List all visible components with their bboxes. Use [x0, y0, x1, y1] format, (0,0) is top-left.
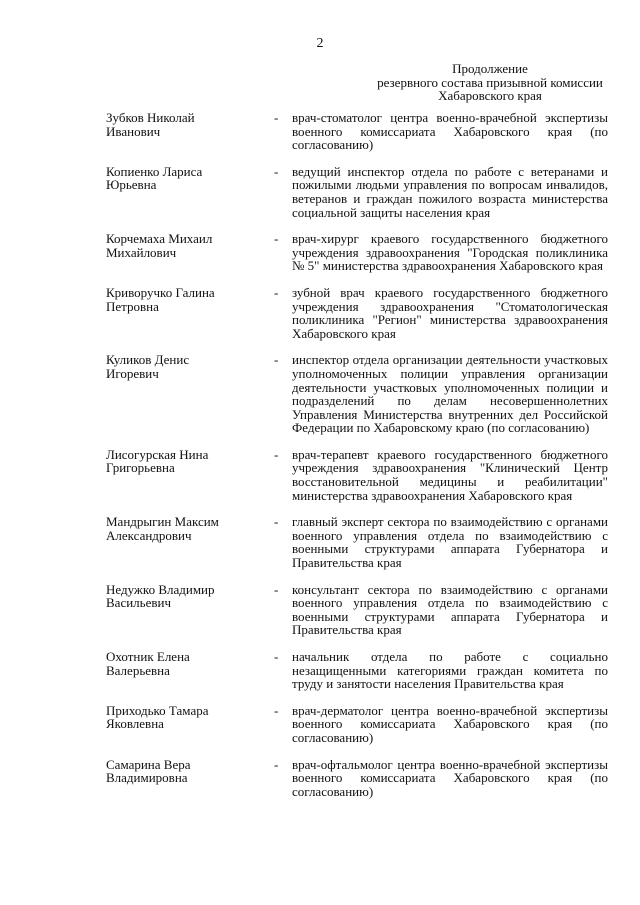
dash-separator: -: [274, 446, 279, 462]
dash-separator: -: [274, 231, 279, 247]
member-position: врач-офтальмолог центра военно-врачебной экспертизы военного комиссариата Хабаровского края (по согласованию): [292, 756, 608, 799]
member-name: Самарина Вера Владимировна: [106, 756, 191, 786]
member-position: ведущий инспектор отдела по работе с ветеранами и пожилыми людьми управления по вопросам инвалидов, ветеранов и граждан пожилого возраста министерства социальной защиты населения края: [292, 163, 608, 220]
dash-separator: -: [274, 352, 279, 368]
dash-separator: -: [274, 702, 279, 718]
dash-separator: -: [274, 514, 279, 530]
member-name: Приходько Тамара Яковлевна: [106, 702, 209, 732]
member-position: зубной врач краевого государственного бюджетного учреждения здравоохранения "Стоматологическая поликлиника "Регион" министерства здравоохранения Хабаровского края: [292, 284, 608, 341]
member-name: Копиенко Лариса Юрьевна: [106, 163, 203, 193]
list-item: [106, 286, 608, 340]
list-item: [106, 353, 608, 435]
member-position: инспектор отдела организации деятельности участковых уполномоченных полиции управления организации деятельности участковых уполномоченных полиции и подразделений по делам несовершеннолетних Управления Министерства внутренних дел Российской Федерации по Хабаровскому краю (по согласованию): [292, 352, 608, 436]
list-item: [106, 583, 608, 637]
list-item: [106, 111, 608, 152]
list-item: [106, 232, 608, 273]
dash-separator: -: [274, 110, 279, 125]
list-item: [106, 515, 608, 569]
member-name: Охотник Елена Валерьевна: [106, 649, 190, 678]
member-position: врач-дерматолог центра военно-врачебной экспертизы военного комиссариата Хабаровского края (по согласованию): [292, 702, 608, 745]
member-name: Корчемаха Михаил Михайлович: [106, 231, 213, 260]
member-name: Куликов Денис Игоревич: [106, 352, 190, 381]
list-item: [106, 650, 608, 691]
continuation-line-2: Хабаровского края: [438, 88, 542, 103]
dash-separator: -: [274, 756, 279, 772]
member-position: врач-стоматолог центра военно-врачебной экспертизы военного комиссариата Хабаровского края (по согласованию): [292, 110, 608, 153]
member-name: Зубков Николай Иванович: [106, 110, 195, 139]
member-position: начальник отдела по работе с социально незащищенными категориями граждан комитета по труду и занятости населения Правительства края: [292, 649, 608, 692]
member-position: врач-терапевт краевого государственного бюджетного учреждения здравоохранения "Клинический Центр восстановительной медицины и реабилитации" министерства здравоохранения Хабаровского края: [292, 446, 608, 503]
list-item: [106, 448, 608, 502]
member-position: главный эксперт сектора по взаимодействию с органами военного управления отдела по взаимодействию с военными структурами аппарата Губернатора и Правительства края: [292, 514, 608, 571]
member-name: Криворучко Галина Петровна: [106, 284, 215, 314]
dash-separator: -: [274, 163, 279, 179]
list-item: [106, 704, 608, 745]
list-item: [106, 758, 608, 799]
member-name: Недужко Владимир Васильевич: [106, 581, 215, 611]
continuation-header: [370, 62, 610, 103]
member-list: [106, 111, 608, 811]
dash-separator: -: [274, 284, 279, 300]
member-name: Мандрыгин Максим Александрович: [106, 514, 219, 543]
member-position: врач-хирург краевого государственного бюджетного учреждения здравоохранения "Городская поликлиника № 5" министерства здравоохранения Хабаровского края: [292, 231, 608, 274]
page-number: 2: [316, 36, 324, 51]
member-name: Лисогурская Нина Григорьевна: [106, 446, 209, 476]
continuation-title: Продолжение: [452, 61, 528, 76]
member-position: консультант сектора по взаимодействию с органами военного управления отдела по взаимодействию с военными структурами аппарата Губернатора и Правительства края: [292, 581, 608, 638]
dash-separator: -: [274, 581, 279, 597]
continuation-line-1: резервного состава призывной комиссии: [377, 74, 603, 90]
list-item: [106, 165, 608, 219]
dash-separator: -: [274, 649, 279, 664]
